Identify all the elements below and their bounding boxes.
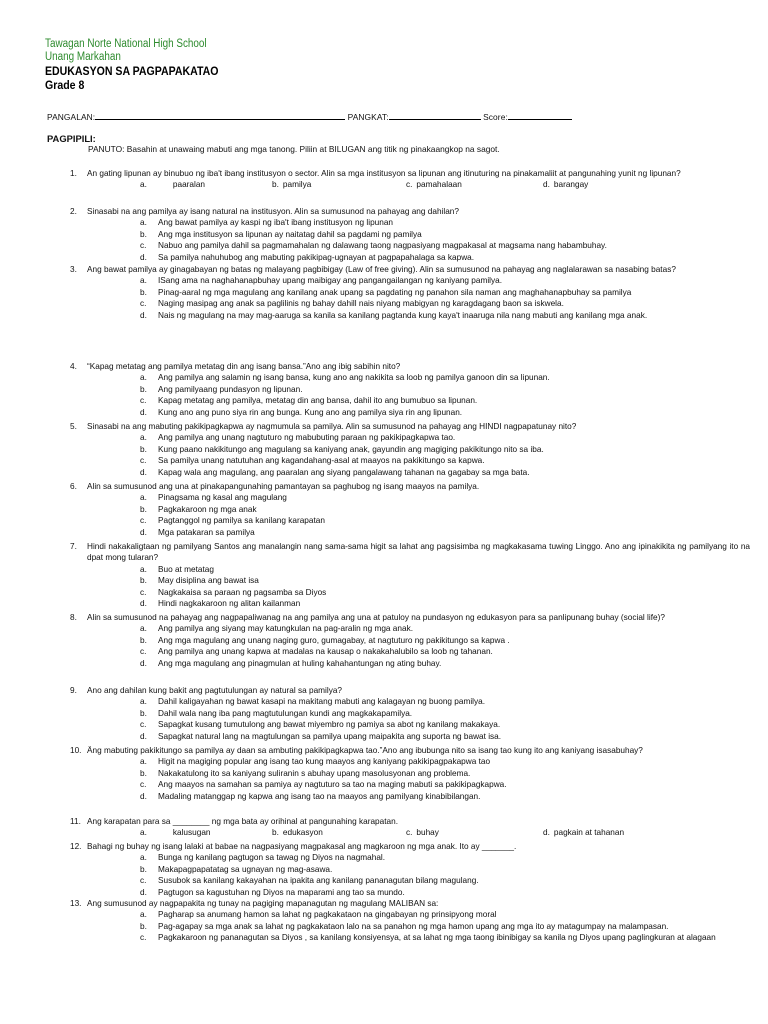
score-label: Score: [483,112,508,122]
option-letter: b. [140,384,147,394]
question-stem: Ang sumusunod ay nagpapakita ng tunay na pagiging mapanagutan ng magulang MALIBAN sa: [87,899,439,908]
school-name: Tawagan Norte National High School [45,38,207,50]
option-a[interactable] [70,372,750,383]
option-text: barangay [553,180,589,190]
option-b[interactable] [70,864,750,875]
option-letter: b. [140,635,147,645]
option-text: Ang mga magulang ang unang naging guro, gumagabay, at nagtuturo ng pakikitungo sa kapwa . [158,635,510,645]
question-number: 7. [70,542,77,551]
option-d[interactable] [70,887,750,898]
option-letter: a. [140,828,147,838]
option-text: Makapagpapatatag sa ugnayan ng mag-asawa. [158,864,333,874]
section-label: PANGKAT: [347,112,389,122]
option-a[interactable] [70,909,750,920]
option-a[interactable] [70,275,750,286]
option-letter: b. [140,768,147,778]
question-number: 3. [70,265,77,274]
question-stem: Sinasabi na ang pamilya ay isang natural na institusyon. Alin sa sumusunod na pahayag ang dahilan? [87,207,459,216]
option-letter: c. [140,456,147,466]
option-letter: a. [140,433,147,443]
question-number: 1. [70,169,77,178]
question-stem: Ang karapatan para sa ________ ng mga bata ay orihinal at pangunahing karapatan. [87,817,398,826]
option-letter: a. [140,910,147,920]
option-text: Pinag-aaral ng mga magulang ang kanilang anak upang sa pagdating ng panahon sila naman ang maghahanapbuhay sa pamilya [158,287,632,297]
option-text: Nais ng magulang na may mag-aaruga sa kanila sa kanilang pagtanda kung kaya't inaaruga nila nang mabuti ang kanilang mga anak. [158,310,648,320]
option-letter: a. [140,697,147,707]
quarter-label: Unang Markahan [45,51,121,63]
question-stem: An gating lipunan ay binubuo ng iba't ibang institusyon o sector. Alin sa mga institusyon sa lipunan ang itinuturing na pinakamaliit at pangunahing yunit ng lipunan? [87,169,681,178]
directions-text: : Basahin at unawaing mabuti ang mga tanong. Piliin at BILUGAN ang titik ng pinakaangkop na sagot. [122,144,500,154]
options-row [70,827,750,838]
option-letter: b. [140,504,147,514]
option-text: Higit na magiging popular ang isang tao kung maayos ang kaniyang pakikipagpakapwa tao [158,757,491,767]
option-letter: a. [140,757,147,767]
option-text: Ang mga institusyon sa lipunan ay naitatag dahil sa pagdami ng pamilya [158,229,422,239]
option-text: pamahalaan [416,180,462,190]
option-d[interactable] [70,310,750,321]
question-item [70,685,750,742]
option-c[interactable] [70,455,750,466]
option-letter: b. [140,921,147,931]
option-letter: c. [140,516,147,526]
option-text: Hindi nagkakaroon ng alitan kailanman [158,599,301,609]
option-d[interactable] [70,791,750,802]
option-b[interactable] [70,768,750,779]
option-a[interactable] [70,492,750,503]
option-letter: b. [140,444,147,454]
question-item [70,421,750,478]
option-letter: d. [140,887,147,897]
option-d[interactable] [543,827,624,838]
question-stem: Bahagi ng buhay ng isang lalaki at babae na nagpasiyang magpakasal ang magkaroon ng mga anak. Ito ay _______. [87,842,517,851]
option-text: paaralan [172,180,206,190]
question-stem: Sinasabi na ang mabuting pakikipagkapwa ay nagmumula sa pamilya. Alin sa sumusunod na pahayag ang HINDI nagpapatunay nito? [87,422,577,431]
option-letter: c. [140,720,147,730]
question-number: 9. [70,686,77,695]
option-text: Ang pamilya ang siyang may katungkulan na pag-aralin ng mga anak. [158,624,413,634]
option-letter: a. [140,373,147,383]
option-letter: d. [140,527,147,537]
option-a[interactable] [70,623,750,634]
option-b[interactable] [70,444,750,455]
question-item [70,745,750,802]
option-c[interactable] [70,587,750,598]
option-text: Sa pamilya unang natutuhan ang kagandahang-asal at maayos na pakikitungo sa kapwa. [158,456,485,466]
option-a[interactable] [140,827,211,838]
question-item [70,612,750,669]
option-text: Susubok sa kanilang kakayahan na ipakita ang kanilang pananagutan bilang magulang. [158,876,479,886]
option-letter: d. [140,407,147,417]
question-number: 11. [70,817,81,826]
option-b[interactable] [70,504,750,515]
option-text: Ang bawat pamilya ay kaspi ng iba't ibang institusyon ng lipunan [158,218,394,228]
option-text: Sapagkat natural lang na magtulungan sa pamilya upang maipakita ang suporta ng bawat isa. [158,731,502,741]
option-b[interactable] [70,921,750,932]
option-b[interactable] [272,827,323,838]
option-c[interactable] [70,515,750,526]
option-a[interactable] [70,432,750,443]
option-d[interactable] [543,179,588,190]
grade-label: Grade 8 [45,78,85,92]
option-text: Nabuo ang pamilya dahil sa pagmamahalan ng dalawang taong nagpasiyang magpakasal at magsama nang habambuhay. [158,241,607,251]
student-info-line [47,111,572,122]
option-d[interactable] [70,467,750,478]
option-c[interactable] [70,719,750,730]
option-c[interactable] [70,646,750,657]
option-a[interactable] [70,696,750,707]
option-text: Ang pamilya ang unang nagtuturo ng mabubuting paraan ng pakikipagkapwa tao. [158,433,456,443]
option-letter: d. [140,599,147,609]
option-text: ISang ama na naghahanapbuhay upang maibigay ang pangangailangan ng kaniyang pamilya. [158,276,503,286]
option-d[interactable] [70,731,750,742]
option-text: Sapagkat kusang tumutulong ang bawat miyembro ng pamiya sa abot ng kanilang makakaya. [158,720,501,730]
option-c[interactable] [70,779,750,790]
option-letter: c. [140,647,147,657]
question-stem: Alin sa sumusunod na pahayag ang nagpapaliwanag na ang pamilya ang una at patuloy na pundasyon ng edukasyon para sa panlipunang buhay (social life)? [87,613,665,622]
question-number: 4. [70,362,77,371]
option-text: Dahil kaligayahan ng bawat kasapi na makitang mabuti ang kalagayan ng buong pamilya. [158,697,486,707]
question-item [70,206,750,263]
option-text: buhay [416,828,439,838]
option-a[interactable] [70,217,750,228]
option-letter: a. [140,180,147,190]
option-b[interactable] [70,384,750,395]
option-letter: c. [140,933,147,943]
option-letter: a. [140,276,147,286]
option-d[interactable] [70,527,750,538]
option-b[interactable] [70,635,750,646]
option-text: Bunga ng kanilang pagtugon sa tawag ng Diyos na nagmahal. [158,853,386,863]
option-letter: a. [140,853,147,863]
option-d[interactable] [70,252,750,263]
option-text: Pagkakaroon ng mga anak [158,504,257,514]
question-number: 12. [70,842,82,851]
option-text: Kapag wala ang magulang, ang paaralan ang siyang pangalawang tahanan na gagabay sa mga bata. [158,467,530,477]
option-text: Naging masipag ang anak sa paglilinis ng bahay dahill nais niyang mabigyan ng karagdagang baon sa iskwela. [158,299,564,309]
subject-title: EDUKASYON SA PAGPAPAKATAO [45,64,219,78]
question-item [70,361,750,418]
directions [88,144,500,154]
option-b[interactable] [70,708,750,719]
question-number: 10. [70,746,82,755]
question-number: 6. [70,482,77,491]
question-stem: Alin sa sumusunod ang una at pinakapangunahing pamantayan sa paghubog ng isang maayos na pamilya. [87,482,480,491]
option-text: Pagkakaroon ng pananagutan sa Diyos , sa kanilang konsiyensya, at sa lahat ng mga taong ibinibigay sa kanila ng Diyos upang paglingkuran at alagaan [158,933,716,943]
option-text: Mga patakaran sa pamilya [158,527,255,537]
question-number: 5. [70,422,77,431]
option-text: edukasyon [282,828,323,838]
option-letter: d. [543,828,550,838]
option-text: Kung paano nakikitungo ang magulang sa kaniyang anak, gayundin ang magiging pakikitungo nito sa iba. [158,444,544,454]
option-text: Ang mga magulang ang pinagmulan at huling kahahantungan ng ating buhay. [158,658,442,668]
option-letter: c. [140,876,147,886]
question-stem: “Kapag metatag ang pamilya metatag din ang isang bansa.”Ano ang ibig sabihin nito? [87,362,401,371]
question-number: 13. [70,899,82,908]
option-text: Pagtanggol ng pamilya sa kanilang karapatan [158,516,325,526]
option-c[interactable] [406,827,439,838]
option-a[interactable] [70,852,750,863]
option-text: Buo at metatag [158,564,214,574]
score-field[interactable] [508,111,572,120]
option-letter: b. [140,864,147,874]
header [45,38,242,92]
question-number: 8. [70,613,77,622]
option-letter: d. [140,731,147,741]
question-stem: Ano ang dahilan kung bakit ang pagtutulungan ay natural sa pamilya? [87,686,343,695]
option-letter: a. [140,493,147,503]
name-label: PANGALAN: [47,112,96,122]
option-b[interactable] [70,229,750,240]
option-text: Ang pamilyaang pundasyon ng lipunan. [158,384,303,394]
option-letter: b. [140,708,147,718]
option-letter: d. [140,310,147,320]
option-letter: c. [140,241,147,251]
option-c[interactable] [70,875,750,886]
question-stem: Hindi nakakaligtaan ng pamilyang Santos ang manalangin nang sama-sama higit sa lahat ang pagsisimba ng magkakasama tuwing Linggo. Ano ang ipinakikita ng pamilyang ito na dpat mong tularan? [87,542,750,563]
option-c[interactable] [406,179,462,190]
option-text: Kung ano ang puno siya rin ang bunga. Kung ano ang pamilya siya rin ang lipunan. [158,407,463,417]
question-item [70,481,750,538]
option-text: Nagkakaisa sa paraan ng pagsamba sa Diyos [158,587,327,597]
question-stem: Ang bawat pamilya ay ginagabayan ng batas ng malayang pagbibigay (Law of free giving). Alin sa sumusunod na pahayag ang naglalarawan sa nasabing batas? [87,265,676,274]
option-c[interactable] [70,240,750,251]
option-b[interactable] [272,179,311,190]
option-letter: d. [140,791,147,801]
option-text: Pag-agapay sa mga anak sa lahat ng pagkakataon lalo na sa panahon ng mga hamon upang ang mga ito ay matagumpay na malampasan. [158,921,669,931]
option-letter: a. [140,564,147,574]
option-text: Madaling matanggap ng kapwa ang isang tao na maayos ang pamilyang kinabibilangan. [158,791,481,801]
option-b[interactable] [70,575,750,586]
option-letter: d. [140,252,147,262]
option-text: Pinagsama ng kasal ang magulang [158,493,287,503]
option-d[interactable] [70,598,750,609]
question-stem: Äng mabuting pakikitungo sa pamilya ay daan sa ambuting pakikipagkapwa tao.”Ano ang ibubunga nito sa isang tao kung ito ang kaniyang isasabuhay? [87,746,643,755]
option-letter: c. [406,180,413,190]
option-text: Nakakatulong ito sa kaniyang suliranin s abuhay upang masolusyonan ang problema. [158,768,471,778]
option-letter: c. [140,299,147,309]
question-item [70,841,750,898]
option-b[interactable] [70,287,750,298]
option-d[interactable] [70,658,750,669]
option-letter: c. [140,587,147,597]
option-letter: d. [140,467,147,477]
option-text: Ang maayos na samahan sa pamiya ay nagtuturo sa tao na maging mabuti sa pakikipagkapwa. [158,780,507,790]
name-field[interactable] [95,111,345,120]
option-letter: b. [140,576,147,586]
option-text: Pagtugon sa kagustuhan ng Diyos na maparami ang tao sa mundo. [158,887,405,897]
option-text: pagkain at tahanan [553,828,625,838]
option-text: kalusugan [172,828,211,838]
option-text: Ang pamilya ang unang kapwa at madalas na kausap o nakakahalubilo sa loob ng tahanan. [158,647,493,657]
option-letter: b. [272,828,279,838]
option-c[interactable] [70,298,750,309]
option-text: Pagharap sa anumang hamon sa lahat ng pagkakataon na gingabayan ng prinsipyong moral [158,910,497,920]
question-item [70,541,750,609]
option-letter: d. [543,180,550,190]
option-letter: c. [140,780,147,790]
section-title: PAGPIPILI: [47,133,96,144]
option-letter: b. [140,287,147,297]
directions-label: PANUTO [88,144,123,154]
question-item [70,264,750,321]
section-field[interactable] [389,111,481,120]
option-letter: c. [406,828,413,838]
option-text: Dahil wala nang iba pang magtutulungan kundi ang magkakapamilya. [158,708,413,718]
question-item [70,898,750,944]
option-text: pamilya [282,180,312,190]
option-letter: a. [140,624,147,634]
option-d[interactable] [70,407,750,418]
option-a[interactable] [70,564,750,575]
options-row [70,179,750,190]
question-item [70,168,750,191]
option-letter: c. [140,396,147,406]
option-c[interactable] [70,932,750,943]
option-letter: a. [140,218,147,228]
option-text: May disiplina ang bawat isa [158,576,259,586]
option-a[interactable] [140,179,205,190]
option-text: Kapag metatag ang pamilya, metatag din ang bansa, dahil ito ang bumubuo sa lipunan. [158,396,478,406]
option-a[interactable] [70,756,750,767]
option-letter: b. [140,229,147,239]
option-text: Ang pamilya ang salamin ng isang bansa, kung ano ang nakikita sa loob ng pamilya ganoon din sa lipunan. [158,373,550,383]
option-c[interactable] [70,395,750,406]
question-item [70,816,750,839]
option-letter: d. [140,658,147,668]
option-letter: b. [272,180,279,190]
option-text: Sa pamilya nahuhubog ang mabuting pakikipag-ugnayan at pagpapahalaga sa kapwa. [158,252,475,262]
question-number: 2. [70,207,77,216]
